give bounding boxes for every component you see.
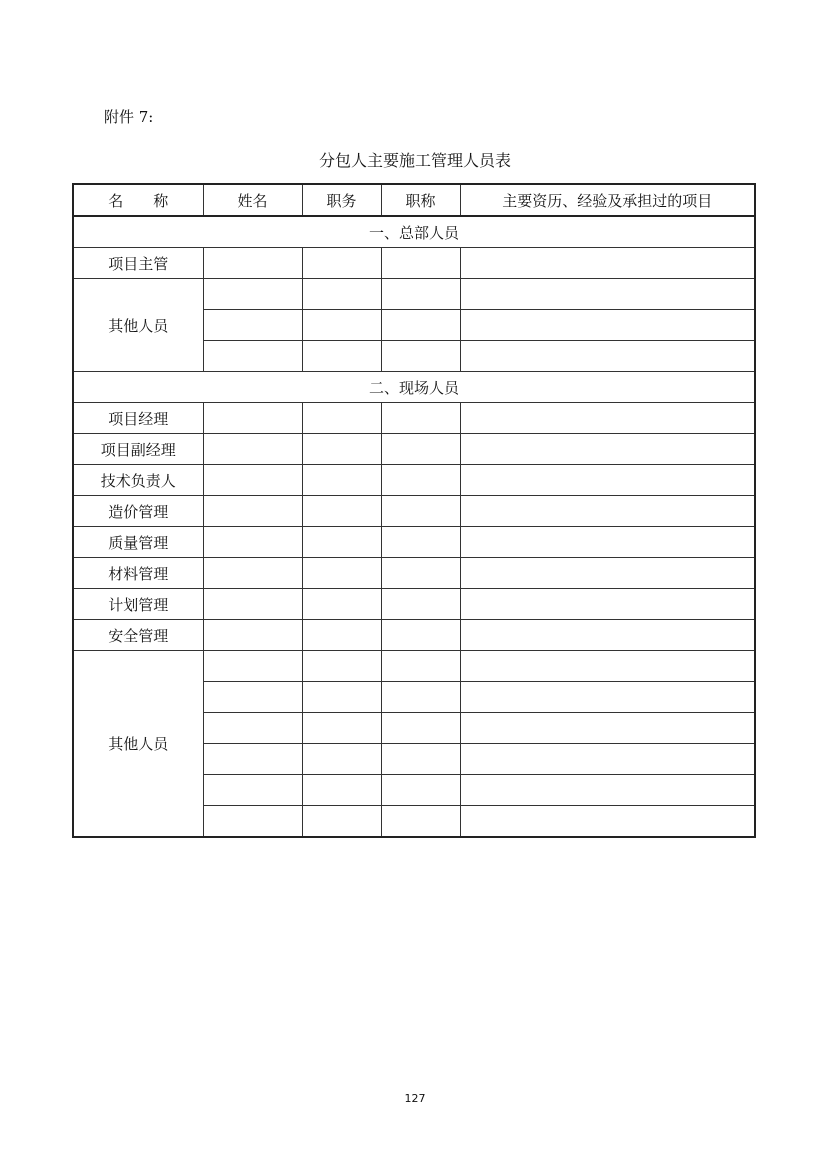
experience-cell[interactable] — [460, 527, 755, 558]
experience-cell[interactable] — [460, 713, 755, 744]
name-cell[interactable] — [203, 558, 302, 589]
table-row — [73, 620, 755, 651]
role-label: 其他人员 — [73, 279, 203, 372]
role-label: 造价管理 — [73, 496, 203, 527]
section-row — [73, 216, 755, 248]
title-cell[interactable] — [381, 434, 460, 465]
title-cell[interactable] — [381, 589, 460, 620]
section-heading: 一、总部人员 — [73, 216, 755, 248]
title-cell[interactable] — [381, 682, 460, 713]
table-row — [73, 279, 755, 310]
table-row — [73, 496, 755, 527]
section-row — [73, 372, 755, 403]
experience-cell[interactable] — [460, 775, 755, 806]
position-cell[interactable] — [302, 651, 381, 682]
table-header-row — [73, 184, 755, 216]
role-label: 质量管理 — [73, 527, 203, 558]
table-row — [73, 558, 755, 589]
role-label: 材料管理 — [73, 558, 203, 589]
title-cell[interactable] — [381, 403, 460, 434]
title-cell[interactable] — [381, 744, 460, 775]
name-cell[interactable] — [203, 682, 302, 713]
experience-cell[interactable] — [460, 279, 755, 310]
table-row — [73, 465, 755, 496]
name-cell[interactable] — [203, 310, 302, 341]
name-cell[interactable] — [203, 651, 302, 682]
role-label: 技术负责人 — [73, 465, 203, 496]
role-label: 项目经理 — [73, 403, 203, 434]
experience-cell[interactable] — [460, 403, 755, 434]
experience-cell[interactable] — [460, 682, 755, 713]
name-cell[interactable] — [203, 434, 302, 465]
name-cell[interactable] — [203, 744, 302, 775]
position-cell[interactable] — [302, 713, 381, 744]
experience-cell[interactable] — [460, 558, 755, 589]
name-cell[interactable] — [203, 620, 302, 651]
title-cell[interactable] — [381, 775, 460, 806]
experience-cell[interactable] — [460, 496, 755, 527]
name-cell[interactable] — [203, 527, 302, 558]
name-cell[interactable] — [203, 775, 302, 806]
name-cell[interactable] — [203, 248, 302, 279]
experience-cell[interactable] — [460, 651, 755, 682]
header-person-name: 姓名 — [203, 184, 302, 216]
position-cell[interactable] — [302, 558, 381, 589]
section-heading: 二、现场人员 — [73, 372, 755, 403]
position-cell[interactable] — [302, 248, 381, 279]
header-title: 职称 — [381, 184, 460, 216]
role-label: 其他人员 — [73, 651, 203, 838]
position-cell[interactable] — [302, 434, 381, 465]
title-cell[interactable] — [381, 248, 460, 279]
position-cell[interactable] — [302, 744, 381, 775]
position-cell[interactable] — [302, 620, 381, 651]
title-cell[interactable] — [381, 341, 460, 372]
title-cell[interactable] — [381, 558, 460, 589]
header-experience: 主要资历、经验及承担过的项目 — [460, 184, 755, 216]
name-cell[interactable] — [203, 496, 302, 527]
name-cell[interactable] — [203, 713, 302, 744]
title-cell[interactable] — [381, 496, 460, 527]
table-row — [73, 589, 755, 620]
title-cell[interactable] — [381, 465, 460, 496]
role-label: 安全管理 — [73, 620, 203, 651]
header-name: 名 称 — [73, 184, 203, 216]
title-cell[interactable] — [381, 806, 460, 838]
position-cell[interactable] — [302, 465, 381, 496]
position-cell[interactable] — [302, 496, 381, 527]
title-cell[interactable] — [381, 279, 460, 310]
role-label: 项目主管 — [73, 248, 203, 279]
page-number: 127 — [404, 1092, 426, 1105]
position-cell[interactable] — [302, 589, 381, 620]
experience-cell[interactable] — [460, 744, 755, 775]
role-label: 计划管理 — [73, 589, 203, 620]
name-cell[interactable] — [203, 465, 302, 496]
position-cell[interactable] — [302, 775, 381, 806]
role-label: 项目副经理 — [73, 434, 203, 465]
table-body — [73, 216, 755, 837]
table-row — [73, 403, 755, 434]
experience-cell[interactable] — [460, 806, 755, 838]
position-cell[interactable] — [302, 279, 381, 310]
attachment-label: 附件 7: — [104, 108, 154, 126]
table-row — [73, 434, 755, 465]
title-cell[interactable] — [381, 620, 460, 651]
name-cell[interactable] — [203, 589, 302, 620]
experience-cell[interactable] — [460, 620, 755, 651]
position-cell[interactable] — [302, 341, 381, 372]
position-cell[interactable] — [302, 403, 381, 434]
table-row — [73, 651, 755, 682]
title-cell[interactable] — [381, 310, 460, 341]
position-cell[interactable] — [302, 806, 381, 838]
name-cell[interactable] — [203, 806, 302, 838]
staff-table — [72, 183, 756, 838]
document-title: 分包人主要施工管理人员表 — [318, 151, 511, 170]
experience-cell[interactable] — [460, 465, 755, 496]
experience-cell[interactable] — [460, 341, 755, 372]
position-cell[interactable] — [302, 310, 381, 341]
table-row — [73, 527, 755, 558]
name-cell[interactable] — [203, 279, 302, 310]
experience-cell[interactable] — [460, 434, 755, 465]
experience-cell[interactable] — [460, 248, 755, 279]
name-cell[interactable] — [203, 341, 302, 372]
name-cell[interactable] — [203, 403, 302, 434]
title-cell[interactable] — [381, 527, 460, 558]
position-cell[interactable] — [302, 682, 381, 713]
experience-cell[interactable] — [460, 589, 755, 620]
experience-cell[interactable] — [460, 310, 755, 341]
title-cell[interactable] — [381, 651, 460, 682]
table-row — [73, 248, 755, 279]
position-cell[interactable] — [302, 527, 381, 558]
title-cell[interactable] — [381, 713, 460, 744]
header-position: 职务 — [302, 184, 381, 216]
